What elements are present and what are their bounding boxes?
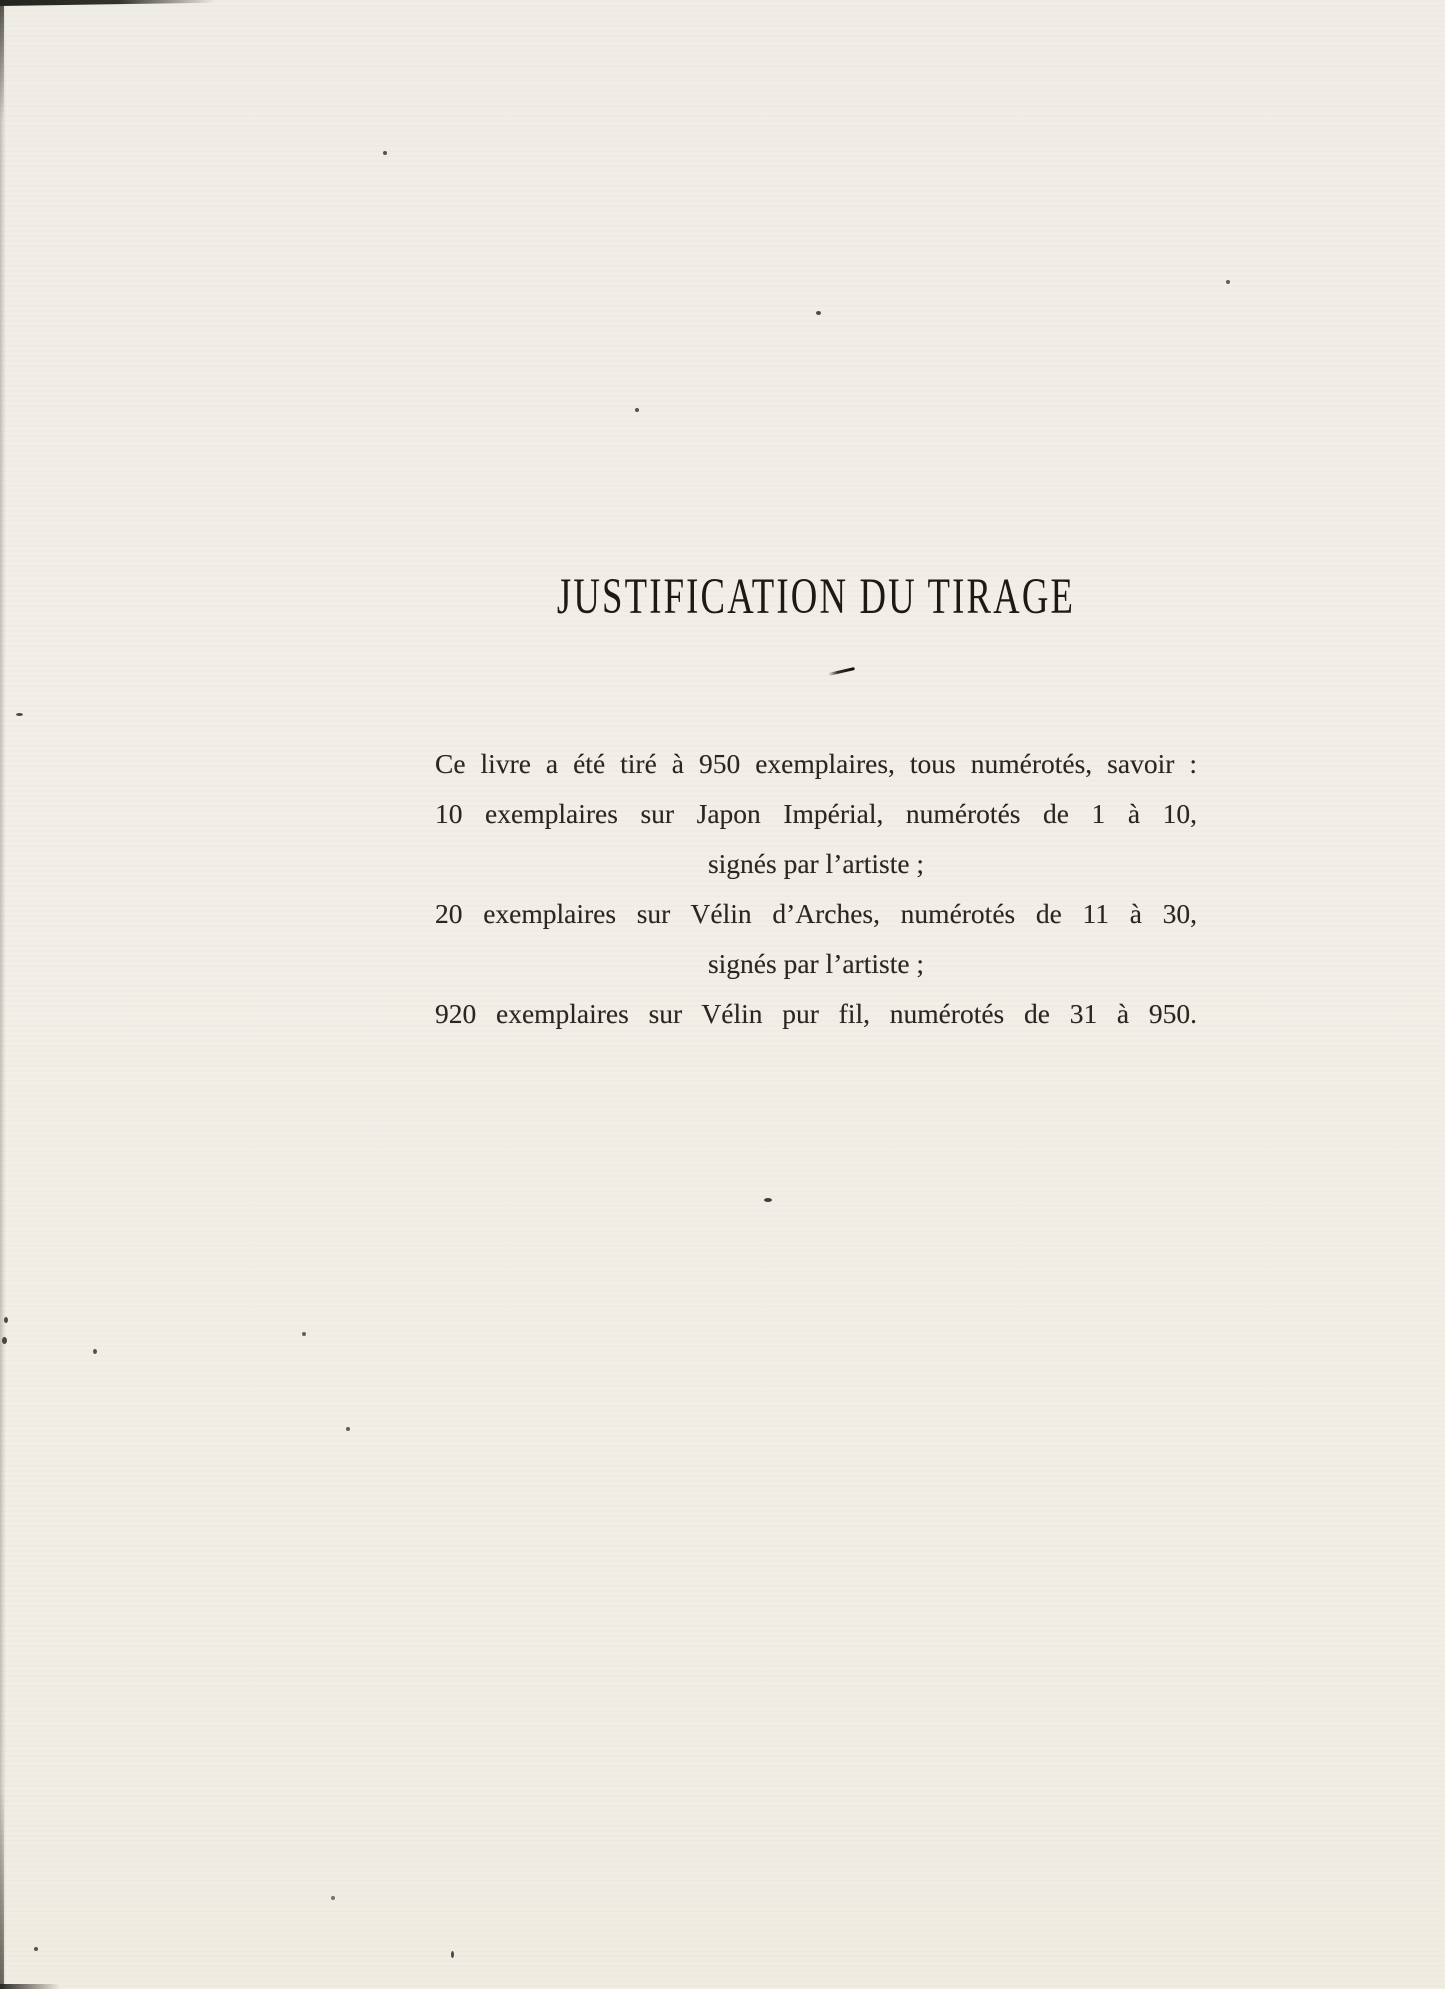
colophon-line-japon: 10 exemplaires sur Japon Impérial, numérotés de 1 à 10,	[435, 798, 1197, 829]
dust-speck	[764, 1198, 772, 1202]
dust-speck	[331, 1896, 335, 1900]
colophon-line-signed-1: signés par l’artiste ;	[707, 848, 925, 879]
dust-speck	[2, 1337, 7, 1344]
colophon-text	[435, 739, 1197, 1039]
dust-speck	[16, 713, 23, 716]
dust-speck	[451, 1951, 454, 1958]
dust-speck	[1226, 280, 1230, 284]
dust-speck	[816, 311, 821, 315]
scan-left-edge-shadow-bottom	[0, 1789, 4, 1989]
page-title: JUSTIFICATION DU TIRAGE	[556, 569, 1076, 625]
dust-speck	[346, 1427, 350, 1431]
colophon-line-signed-2: signés par l’artiste ;	[707, 948, 925, 979]
scan-bottom-edge-sliver	[0, 1984, 60, 1989]
scan-left-edge	[0, 0, 6, 1989]
dust-speck	[93, 1349, 97, 1354]
tilde-ornament	[828, 667, 855, 676]
colophon-line-arches: 20 exemplaires sur Vélin d’Arches, numérotés de 11 à 30,	[435, 898, 1197, 929]
colophon-line-velin: 920 exemplaires sur Vélin pur fil, numérotés de 31 à 950.	[435, 998, 1197, 1029]
dust-speck	[635, 408, 639, 412]
dust-speck	[34, 1947, 38, 1951]
printed-block	[435, 0, 1197, 1989]
scan-top-edge-sliver	[0, 0, 215, 6]
colophon-line-total: Ce livre a été tiré à 950 exemplaires, tous numérotés, savoir :	[435, 748, 1197, 779]
dust-speck	[302, 1332, 306, 1336]
dust-speck	[383, 151, 387, 155]
scan-left-edge-shadow-top	[0, 0, 4, 120]
dust-speck	[4, 1317, 8, 1323]
